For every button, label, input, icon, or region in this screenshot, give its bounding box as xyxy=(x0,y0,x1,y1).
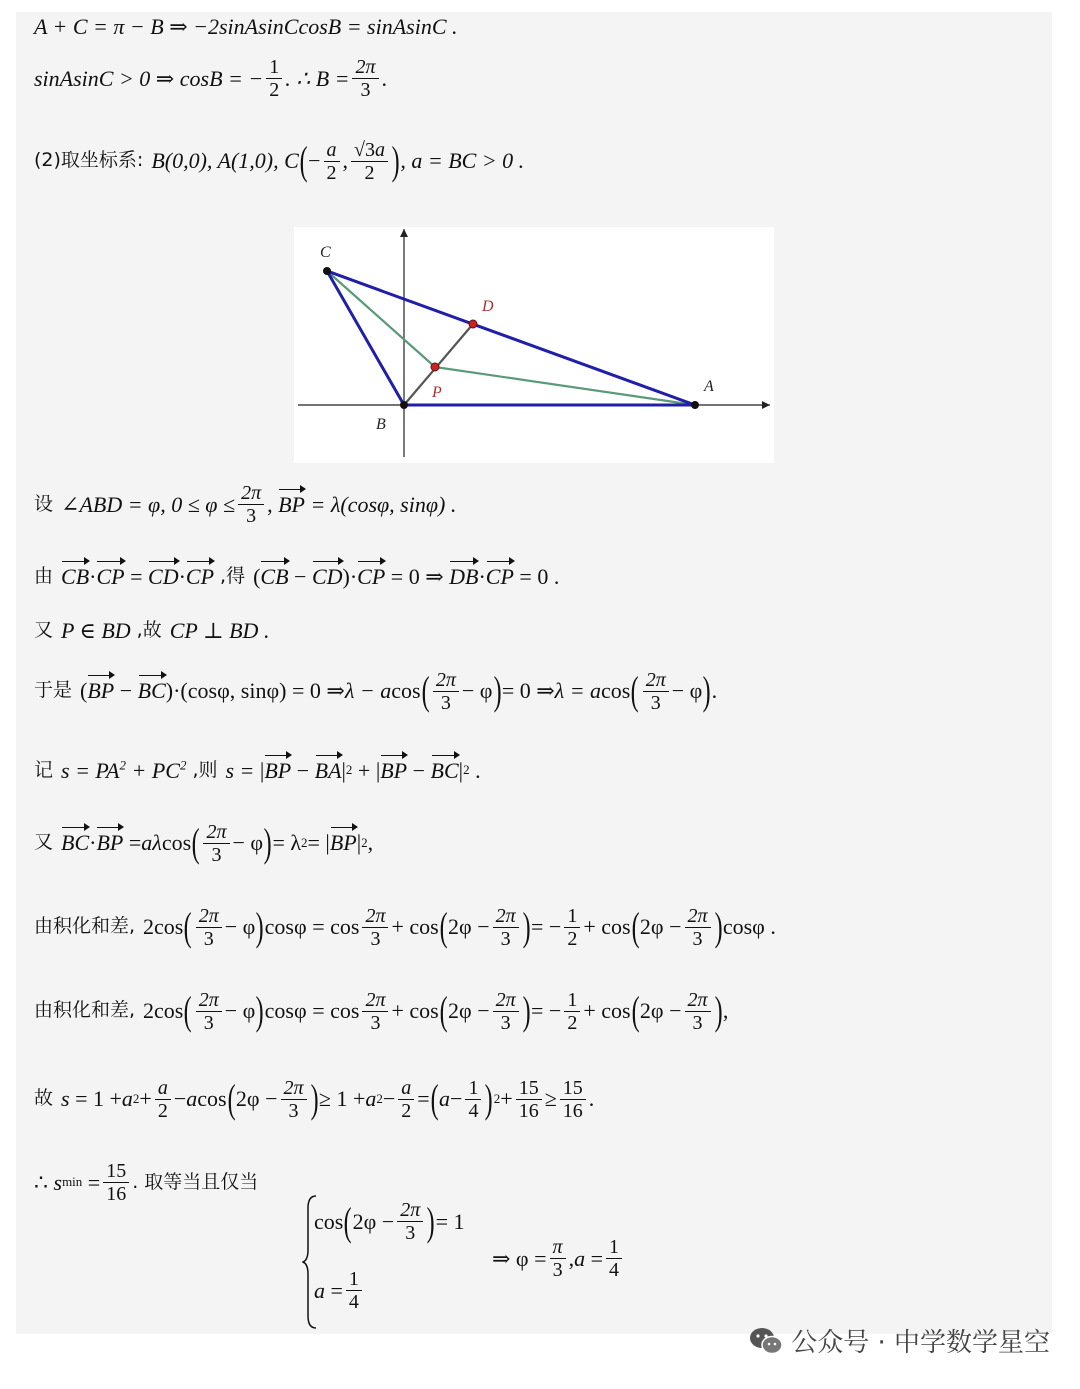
step-label: 由 xyxy=(34,564,54,587)
x-axis-arrow xyxy=(762,401,770,409)
equation-line-8: 记 $s = PA^2 + PC^2$ ,则 s = | BP − BA | 2 + | BP − BC | 2 . xyxy=(34,757,481,783)
point-a xyxy=(691,401,699,409)
step-label: 记 xyxy=(34,758,54,781)
step-label: ,故 xyxy=(136,618,162,641)
step-label: 又 xyxy=(34,618,54,641)
triangle-diagram xyxy=(294,227,774,463)
label-b: B xyxy=(376,416,386,433)
equation-line-12: 故 s = 1 + a 2 + $\frac{a}{2}$ − a cos ( 2φ − $\frac{2\pi}{3}$ ) ≥ 1 + a 2 − $\frac{a}{2}$ = ( a − $\frac{1}{4}$ ) 2 + $\frac{15}{16}$ ≥ $\frac{15}{16}$ . xyxy=(34,1076,595,1122)
wechat-icon xyxy=(749,1327,783,1355)
equation-text: A + C = π − B ⇒ −2sinAsinCcosB = sinAsinC . xyxy=(34,14,458,39)
equation-text: , a = BC > 0 . xyxy=(400,148,525,174)
step-label: ,得 xyxy=(220,564,246,587)
step-label: ,则 xyxy=(192,758,218,781)
fraction: $\frac{a}{2}$ xyxy=(324,139,340,184)
equation-text: . ∴ B = xyxy=(285,65,350,91)
step-label: (2)取坐标系: xyxy=(34,149,144,172)
label-p: P xyxy=(432,384,442,401)
geometry-figure xyxy=(294,227,774,463)
equality-condition-system xyxy=(302,1192,662,1332)
equation-line-10: 由积化和差, 2cos ( $\frac{2\pi}{3}$ − φ ) cosφ = cos $\frac{2\pi}{3}$ + cos ( 2φ − $\frac{2\pi}{3}$ ) = − $\frac{1}{2}$ + cos ( 2φ − $\frac{2\pi}{3}$ ) cosφ . xyxy=(34,904,776,950)
triangle-abc xyxy=(327,271,695,405)
equation-line-1 xyxy=(34,14,1032,39)
point-d xyxy=(469,320,477,328)
label-c: C xyxy=(320,244,331,261)
therefore-symbol: ∴ xyxy=(34,1169,48,1195)
point-b xyxy=(400,401,408,409)
watermark-text: 公众号 · 中学数学星空 xyxy=(791,1328,1050,1358)
equation-line-6: 又 P ∈ BD ,故 CP ⊥ BD . xyxy=(34,618,270,643)
segment-pa xyxy=(435,367,695,405)
equation-line-13: ∴ s min = $\frac{15}{16}$ . 取等当且仅当 xyxy=(34,1160,259,1205)
label-d: D xyxy=(482,298,494,315)
label-a: A xyxy=(704,378,714,395)
step-label: 由积化和差, xyxy=(34,999,136,1022)
solution-page xyxy=(16,12,1052,1334)
equation-line-2: sinAsinC > 0 ⇒ cosB = − $\frac{1}{2}$ . ∴ B = $\frac{2\pi}{3}$ . xyxy=(34,56,388,101)
wechat-watermark xyxy=(749,1322,1050,1359)
fraction: $\frac{2\pi}{3}$ xyxy=(352,56,378,101)
point-c xyxy=(323,267,331,275)
result: ⇒ φ = $\frac{\pi}{3}$ , a = $\frac{1}{4}$ xyxy=(492,1236,625,1281)
equation-line-7: 于是 ( BP − BC )·(cosφ, sinφ) = 0 ⇒ λ − a cos ( $\frac{2\pi}{3}$ − φ ) = 0 ⇒ λ = a cos ( $\frac{2\pi}{3}$ − φ ) . xyxy=(34,668,718,714)
fraction: $\frac{1}{2}$ xyxy=(266,56,282,101)
condition-2: a = $\frac{1}{4}$ xyxy=(314,1268,365,1313)
fraction: $\frac{√3a}{2}$ xyxy=(351,139,388,184)
step-label: 又 xyxy=(34,831,54,854)
equation-line-9: 又 BC · BP = aλ cos ( $\frac{2\pi}{3}$ − φ ) = λ 2 = | BP | 2 , xyxy=(34,820,374,866)
equation-line-11: 由积化和差, 2cos ( $\frac{2\pi}{3}$ − φ ) cosφ = cos $\frac{2\pi}{3}$ + cos ( 2φ − $\frac{2\pi}{3}$ ) = − $\frac{1}{2}$ + cos ( 2φ − $\frac{2\pi}{3}$ ) , xyxy=(34,988,729,1034)
point-p xyxy=(431,363,439,371)
equation-text: sinAsinC > 0 ⇒ cosB = − xyxy=(34,65,264,91)
coordinate-line: (2)取坐标系: B(0,0), A(1,0), C ( − $\frac{a}{2}$ , $\frac{√3a}{2}$ ) , a = BC > 0 . xyxy=(34,138,525,184)
fraction: $\frac{2\pi}{3}$ xyxy=(238,482,264,527)
condition-1: cos ( 2φ − $\frac{2\pi}{3}$ ) = 1 xyxy=(314,1199,465,1244)
segment-cp xyxy=(327,271,435,367)
step-label: . 取等当且仅当 xyxy=(132,1170,259,1193)
equation-line-4: 设 ∠ABD = φ, 0 ≤ φ ≤ $\frac{2\pi}{3}$ , BP = λ(cosφ, sinφ) . xyxy=(34,482,457,527)
equation-line-5: 由 CB · CP = CD · CP ,得 ( CB − CD )· CP = 0 ⇒ DB · CP = 0 . xyxy=(34,564,560,589)
equation-text: B(0,0), A(1,0), C xyxy=(151,148,299,174)
step-label: 故 xyxy=(34,1087,54,1110)
step-label: 设 xyxy=(34,492,54,515)
y-axis-arrow xyxy=(400,229,408,237)
step-label: 于是 xyxy=(34,679,73,702)
step-label: 由积化和差, xyxy=(34,915,136,938)
